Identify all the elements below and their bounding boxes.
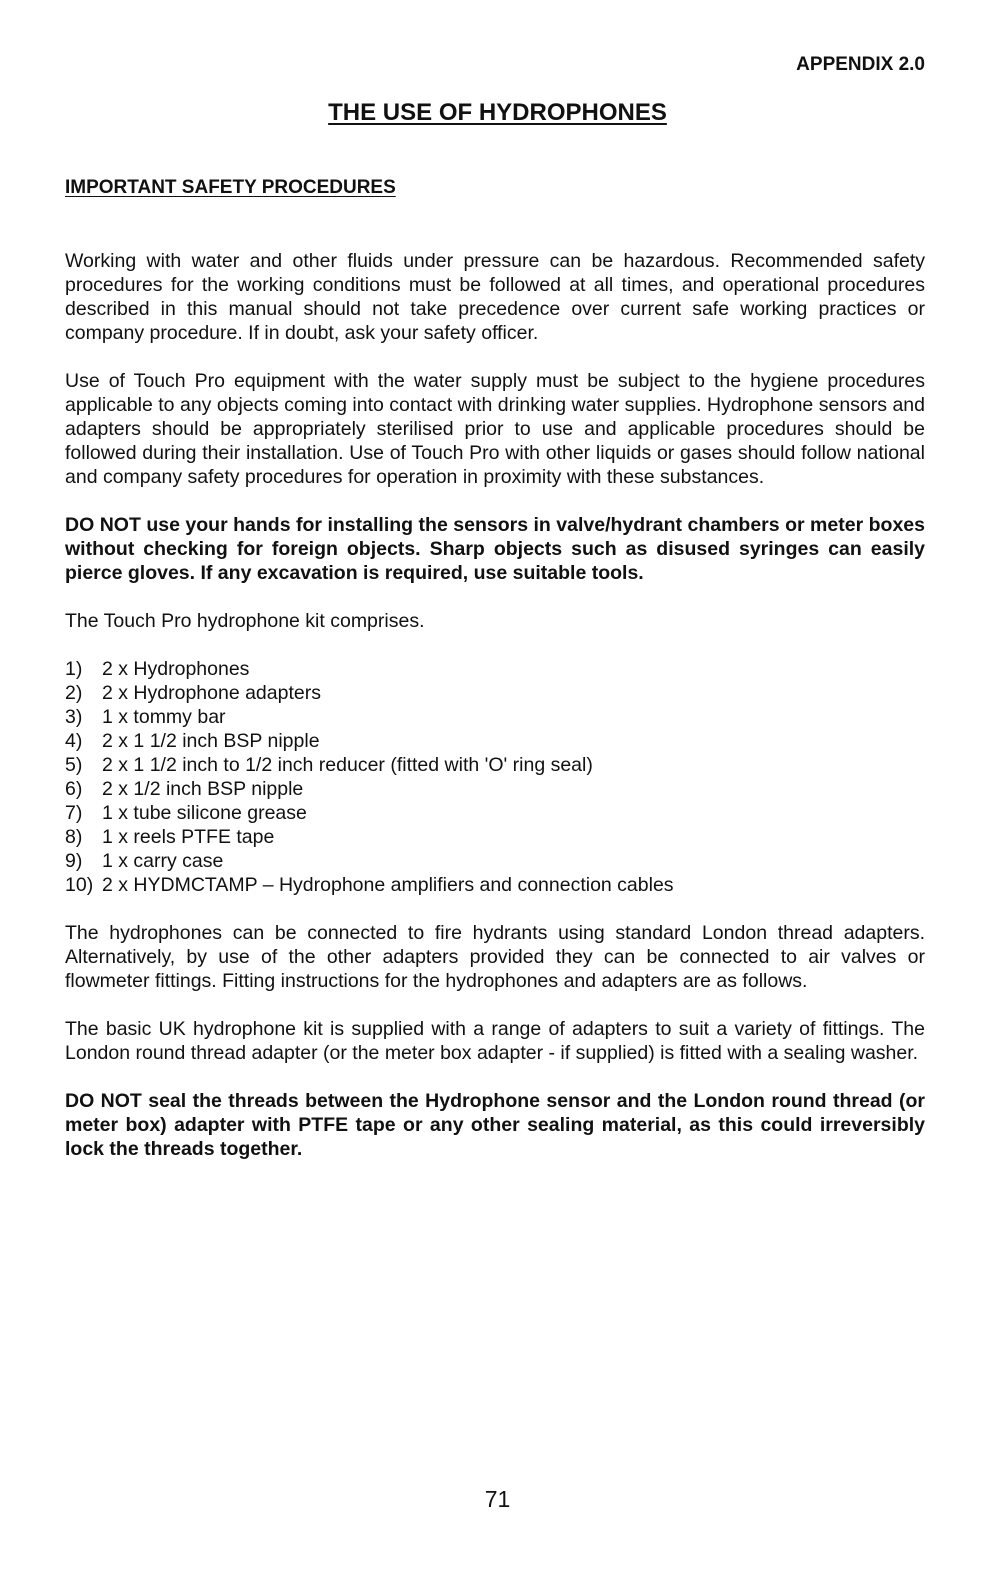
page-title: THE USE OF HYDROPHONES (328, 99, 667, 126)
list-item (65, 705, 925, 729)
list-item (65, 729, 925, 753)
list-item-text: 1 x tube silicone grease (102, 802, 307, 824)
list-item (65, 825, 925, 849)
list-item (65, 777, 925, 801)
list-item-number: 7) (65, 802, 83, 824)
list-item-text: 1 x carry case (102, 850, 224, 872)
list-item-text: 2 x 1 1/2 inch to 1/2 inch reducer (fitted with 'O' ring seal) (102, 754, 593, 776)
list-item-text: 1 x reels PTFE tape (102, 826, 275, 848)
page-number: 71 (484, 1486, 511, 1512)
connection-paragraph: The hydrophones can be connected to fire hydrants using standard London thread adapters. Alternatively, by use of the other adapters provided they can be connected to air valves or flowmeter fittings. Fitting instructions for the hydrophones and adapters are as follows. (65, 922, 925, 992)
list-item-number: 3) (65, 706, 83, 728)
list-item-text: 2 x Hydrophones (102, 658, 250, 680)
kit-intro: The Touch Pro hydrophone kit comprises. (65, 610, 425, 632)
threads-warning: DO NOT seal the threads between the Hydrophone sensor and the London round thread (or meter box) adapter with PTFE tape or any other sealing material, as this could irreversibly lock the threads together. (65, 1090, 925, 1160)
list-item (65, 681, 925, 705)
list-item-text: 2 x 1 1/2 inch BSP nipple (102, 730, 320, 752)
list-item-number: 5) (65, 754, 83, 776)
kit-list (65, 657, 925, 897)
list-item (65, 801, 925, 825)
list-item-number: 6) (65, 778, 83, 800)
list-item-text: 2 x Hydrophone adapters (102, 682, 321, 704)
section-heading: IMPORTANT SAFETY PROCEDURES (65, 177, 396, 198)
list-item-number: 4) (65, 730, 83, 752)
appendix-label: APPENDIX 2.0 (796, 54, 925, 75)
adapter-paragraph: The basic UK hydrophone kit is supplied with a range of adapters to suit a variety of fittings. The London round thread adapter (or the meter box adapter - if supplied) is fitted with a sealing washer. (65, 1018, 925, 1064)
safety-paragraph: Working with water and other fluids under pressure can be hazardous. Recommended safety procedures for the working conditions must be followed at all times, and operational procedures described in this manual should not take precedence over current safe working practices or company procedure. If in doubt, ask your safety officer. (65, 250, 925, 344)
list-item (65, 657, 925, 681)
document-body (65, 176, 925, 1185)
list-item-number: 10) (65, 874, 94, 896)
list-item-text: 2 x HYDMCTAMP – Hydrophone amplifiers and connection cables (102, 874, 674, 896)
list-item-text: 1 x tommy bar (102, 706, 226, 728)
list-item (65, 873, 925, 897)
list-item-number: 9) (65, 850, 83, 872)
list-item (65, 849, 925, 873)
list-item-number: 2) (65, 682, 83, 704)
list-item-number: 1) (65, 658, 83, 680)
hands-warning: DO NOT use your hands for installing the sensors in valve/hydrant chambers or meter boxes without checking for foreign objects. Sharp objects such as disused syringes can easily pierce gloves. If any excavation is required, use suitable tools. (65, 514, 925, 584)
list-item-number: 8) (65, 826, 83, 848)
hygiene-paragraph: Use of Touch Pro equipment with the water supply must be subject to the hygiene procedures applicable to any objects coming into contact with drinking water supplies. Hydrophone sensors and adapters should be appropriately sterilised prior to use and applicable procedures should be followed during their installation. Use of Touch Pro with other liquids or gases should follow national and company safety procedures for operation in proximity with these substances. (65, 370, 925, 488)
list-item-text: 2 x 1/2 inch BSP nipple (102, 778, 304, 800)
list-item (65, 753, 925, 777)
